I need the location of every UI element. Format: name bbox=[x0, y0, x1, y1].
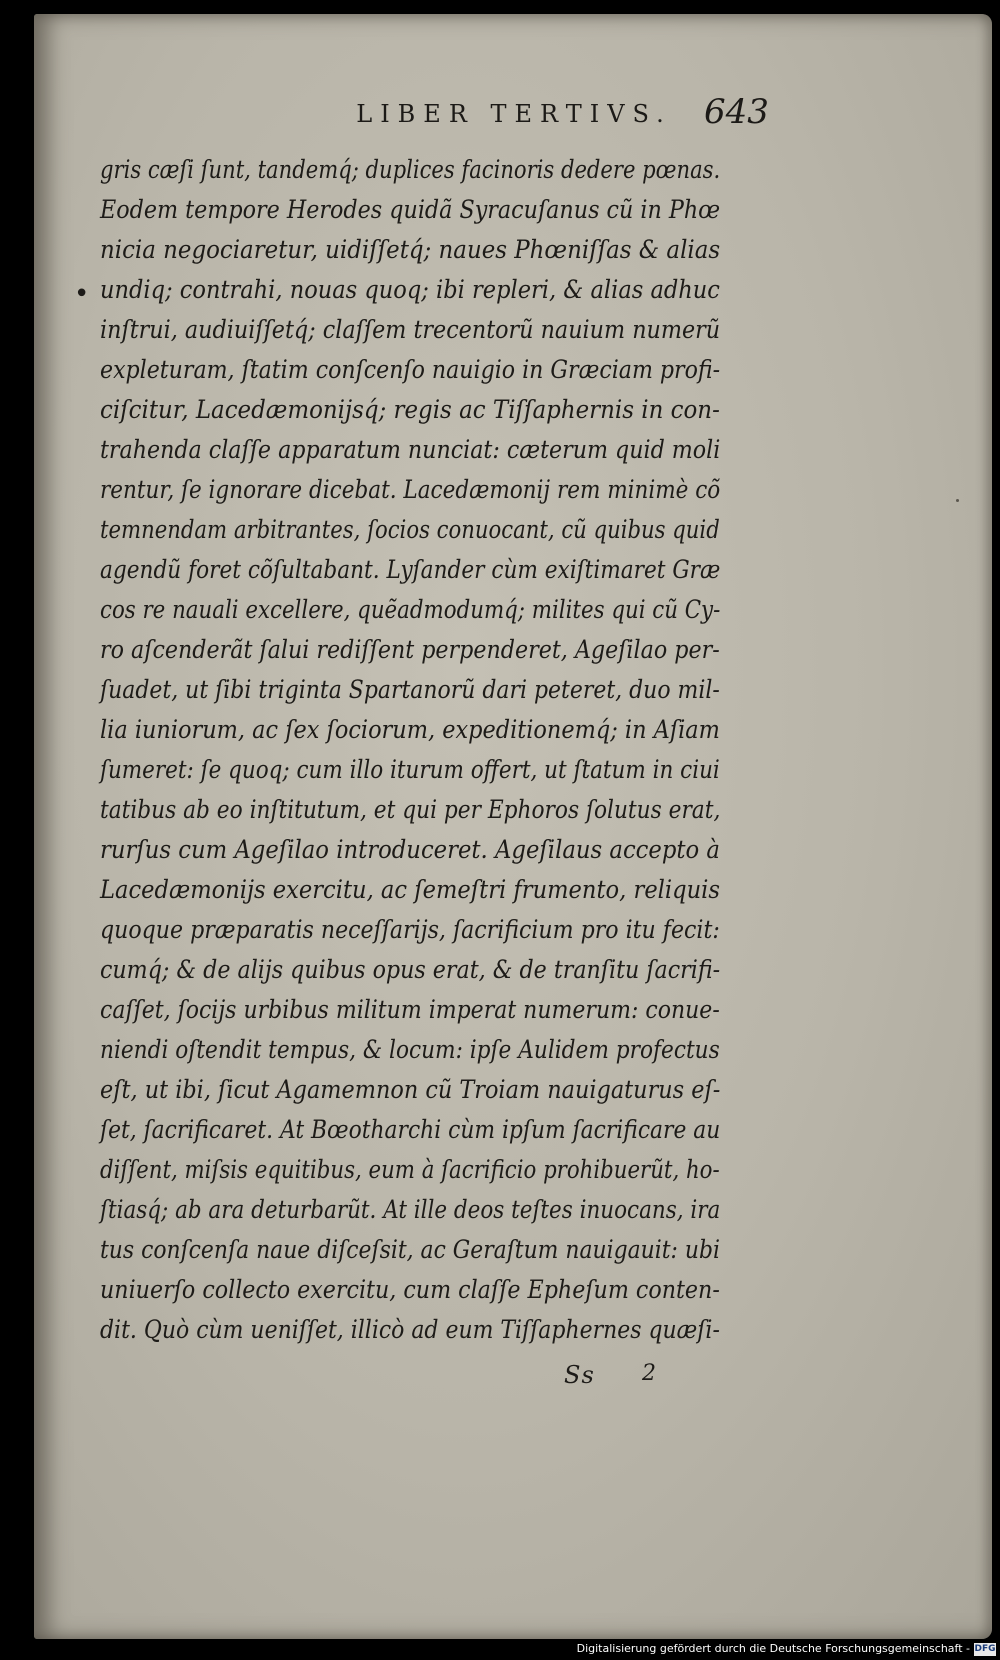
text-line: tus conſcenſa naue diſceſsit, ac Geraſtum nauigauit: ubi bbox=[100, 1235, 720, 1265]
book-page bbox=[34, 14, 992, 1639]
text-line: ciſcitur, Lacedæmonijsq́; regis ac Tiſſaphernis in con- bbox=[100, 395, 720, 425]
dfg-logo: DFG bbox=[974, 1644, 996, 1654]
margin-mark: • bbox=[74, 279, 90, 309]
text-line: Eodem tempore Herodes quidã Syracuſanus cũ in Phœ bbox=[100, 195, 721, 225]
text-line: caſſet, ſocijs urbibus militum imperat numerum: conue- bbox=[100, 995, 720, 1025]
text-line: ſumeret: ſe quoq; cum illo iturum offert, ut ſtatum in ciui bbox=[100, 755, 720, 785]
text-line: ro aſcenderãt ſalui rediſſent perpenderet, Ageſilao per- bbox=[100, 635, 720, 665]
ink-speck bbox=[956, 499, 959, 502]
funding-credit: Digitalisierung gefördert durch die Deutsche Forschungsgemeinschaft - bbox=[576, 1642, 970, 1655]
text-line: ſtiasq́; ab ara deturbarũt. At ille deos teſtes inuocans, ira bbox=[100, 1195, 721, 1225]
body-text bbox=[100, 150, 770, 1350]
text-line: Lacedæmonijs exercitu, ac ſemeſtri frumento, reliquis bbox=[100, 875, 720, 905]
text-line: trahenda claſſe apparatum nunciat: cæterum quid moli bbox=[100, 435, 721, 465]
page-number: 643 bbox=[704, 92, 769, 132]
text-line: tatibus ab eo inſtitutum, et qui per Ephoros ſolutus erat, bbox=[100, 795, 721, 825]
text-line: quoque præparatis neceſſarijs, ſacrificium pro itu fecit: bbox=[100, 915, 720, 945]
text-line: rurſus cum Ageſilao introduceret. Ageſilaus accepto à bbox=[100, 835, 720, 865]
text-line: rentur, ſe ignorare dicebat. Lacedæmonij rem minimè cõ bbox=[100, 475, 721, 505]
signature-mark: Ss bbox=[564, 1361, 595, 1389]
text-line: ſet, ſacrificaret. At Bœotharchi cùm ipſum ſacrificare au bbox=[100, 1115, 721, 1145]
text-line: expleturam, ſtatim conſcenſo nauigio in Græciam profi- bbox=[100, 355, 721, 385]
text-line: ſuadet, ut ſibi triginta Spartanorũ dari peteret, duo mil- bbox=[100, 675, 720, 705]
text-line: gris cæſi ſunt, tandemq́; duplices facinoris dedere pœnas. bbox=[100, 155, 721, 185]
text-line: inſtrui, audiuiſſetq́; claſſem trecentorũ nauium numerũ bbox=[100, 315, 721, 345]
text-line: lia iuniorum, ac ſex ſociorum, expeditionemq́; in Aſiam bbox=[100, 715, 720, 745]
running-head: LIBER TERTIVS. bbox=[356, 100, 672, 128]
text-line: dit. Quò cùm ueniſſet, illicò ad eum Tiſſaphernes quæſi- bbox=[100, 1315, 720, 1345]
signature-number: 2 bbox=[642, 1361, 656, 1386]
text-line: cos re nauali excellere, quẽadmodumq́; milites qui cũ Cy- bbox=[100, 595, 721, 625]
text-line: niendi oſtendit tempus, & locum: ipſe Aulidem profectus bbox=[100, 1035, 720, 1065]
text-line: cumq́; & de alijs quibus opus erat, & de tranſitu ſacrifi- bbox=[100, 955, 721, 985]
text-line: agendũ foret cõſultabant. Lyſander cùm exiſtimaret Græ bbox=[100, 555, 721, 585]
text-line: nicia negociaretur, uidiſſetq́; naues Phœniſſas & alias bbox=[100, 235, 721, 265]
text-line: undiq; contrahi, nouas quoq; ibi repleri, & alias adhuc bbox=[100, 275, 720, 305]
text-line: diſſent, miſsis equitibus, eum à ſacrificio prohibuerũt, ho- bbox=[100, 1155, 720, 1185]
text-line: eſt, ut ibi, ſicut Agamemnon cũ Troiam nauigaturus eſ- bbox=[100, 1075, 721, 1105]
text-line: temnendam arbitrantes, ſocios conuocant, cũ quibus quid bbox=[100, 515, 720, 545]
text-line: uniuerſo collecto exercitu, cum claſſe Epheſum conten- bbox=[100, 1275, 720, 1305]
footer-bar bbox=[0, 1640, 1000, 1660]
